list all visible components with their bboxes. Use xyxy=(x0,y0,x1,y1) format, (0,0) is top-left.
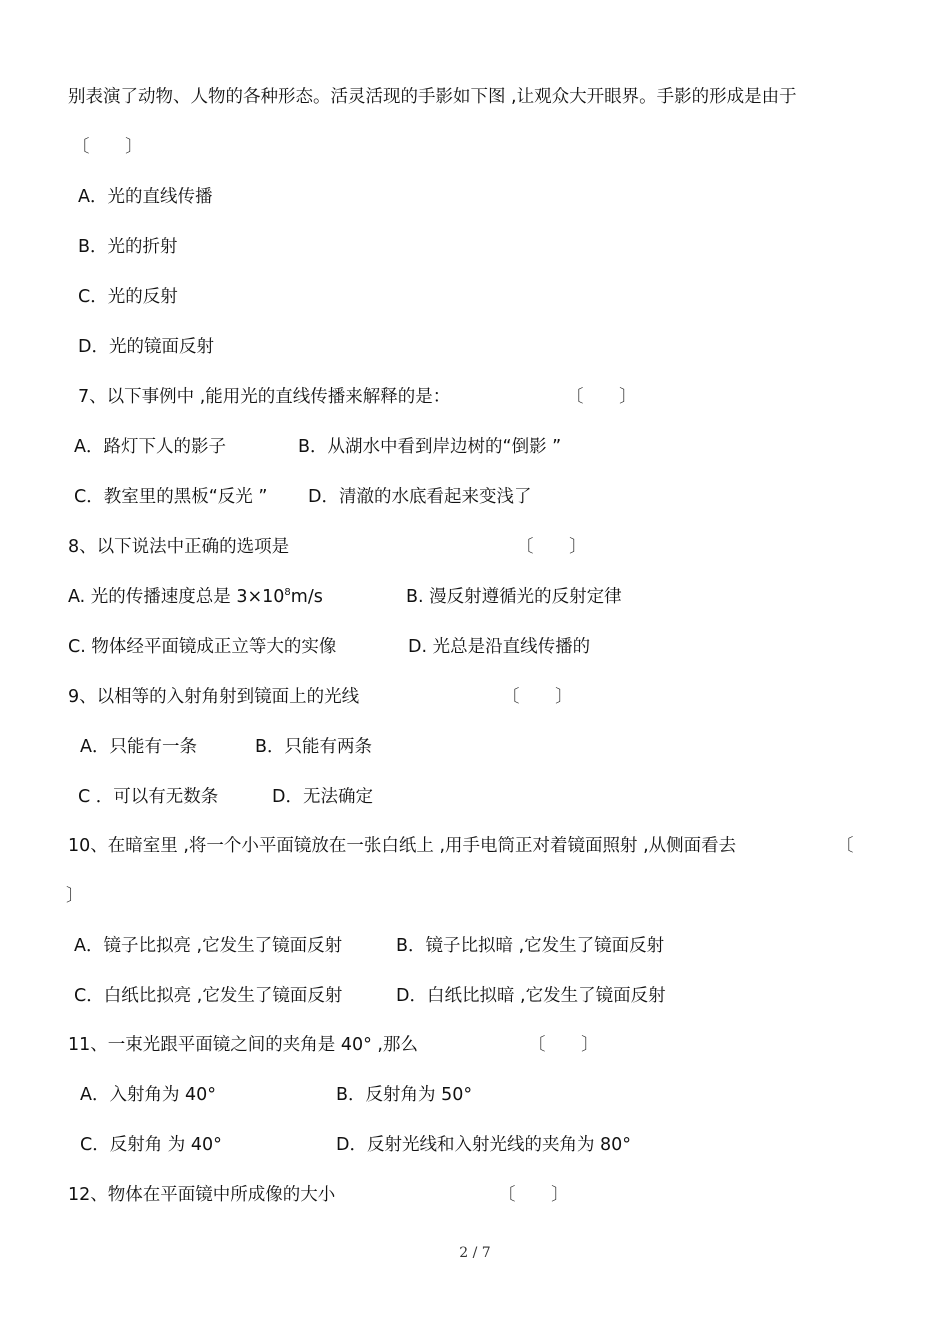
q11-option-d: D．反射光线和入射光线的夹角为 80° xyxy=(336,1135,632,1155)
q7-answer-bracket: 〔 〕 xyxy=(566,387,637,407)
q9-option-c: C ．可以有无数条 xyxy=(78,787,219,807)
q10-option-b: B．镜子比拟暗 ,它发生了镜面反射 xyxy=(396,936,665,956)
q8-option-a xyxy=(68,586,323,608)
q12-stem: 12、物体在平面镜中所成像的大小 xyxy=(68,1185,336,1205)
q10-option-c: C．白纸比拟亮 ,它发生了镜面反射 xyxy=(74,986,343,1006)
q9-stem: 9、以相等的入射角射到镜面上的光线 xyxy=(68,687,360,707)
q9-option-b: B．只能有两条 xyxy=(255,737,373,757)
q6-option-c: C．光的反射 xyxy=(78,287,178,307)
q10-option-d: D．白纸比拟暗 ,它发生了镜面反射 xyxy=(396,986,666,1006)
q6-option-b: B．光的折射 xyxy=(78,237,178,257)
q11-answer-bracket: 〔 〕 xyxy=(528,1035,599,1055)
q7-option-c: C．教室里的黑板“反光 ” xyxy=(74,487,268,507)
q6-option-d: D．光的镜面反射 xyxy=(78,337,214,357)
q9-answer-bracket: 〔 〕 xyxy=(502,687,573,707)
q8-option-a-text: A. 光的传播速度总是 3×10 xyxy=(68,587,285,607)
q10-stem: 10、在暗室里 ,将一个小平面镜放在一张白纸上 ,用手电筒正对着镜面照射 ,从侧面看去 xyxy=(68,836,737,856)
q8-option-a-exponent: 8 xyxy=(284,587,291,599)
q11-option-a: A．入射角为 40° xyxy=(80,1085,217,1105)
q11-stem: 11、一束光跟平面镜之间的夹角是 40° ,那么 xyxy=(68,1035,418,1055)
q7-stem: 7、以下事例中 ,能用光的直线传播来解释的是： xyxy=(78,387,451,407)
q8-option-b: B. 漫反射遵循光的反射定律 xyxy=(406,587,622,607)
q6-answer-bracket: 〔 〕 xyxy=(72,137,143,157)
q8-stem: 8、以下说法中正确的选项是 xyxy=(68,537,290,557)
q6-option-a: A．光的直线传播 xyxy=(78,187,213,207)
q7-option-a: A．路灯下人的影子 xyxy=(74,437,226,457)
q8-answer-bracket: 〔 〕 xyxy=(516,537,587,557)
q10-bracket-close: 〕 xyxy=(66,886,84,906)
q11-option-c: C．反射角 为 40° xyxy=(80,1135,222,1155)
q11-option-b: B．反射角为 50° xyxy=(336,1085,473,1105)
page-number: 2 / 7 xyxy=(459,1245,491,1261)
q7-option-b: B．从湖水中看到岸边树的“倒影 ” xyxy=(298,437,562,457)
q10-bracket-open: 〔 xyxy=(836,836,854,856)
q12-answer-bracket: 〔 〕 xyxy=(498,1185,569,1205)
q8-option-d: D. 光总是沿直线传播的 xyxy=(408,637,591,657)
q6-stem-line1: 别表演了动物、人物的各种形态。活灵活现的手影如下图 ,让观众大开眼界。手影的形成是由于 xyxy=(68,87,797,107)
q7-option-d: D．清澈的水底看起来变浅了 xyxy=(308,487,532,507)
q8-option-c: C. 物体经平面镜成正立等大的实像 xyxy=(68,637,337,657)
q10-option-a: A．镜子比拟亮 ,它发生了镜面反射 xyxy=(74,936,343,956)
q9-option-a: A．只能有一条 xyxy=(80,737,197,757)
q8-option-a-unit: m/s xyxy=(290,587,323,607)
q9-option-d: D．无法确定 xyxy=(272,787,373,807)
